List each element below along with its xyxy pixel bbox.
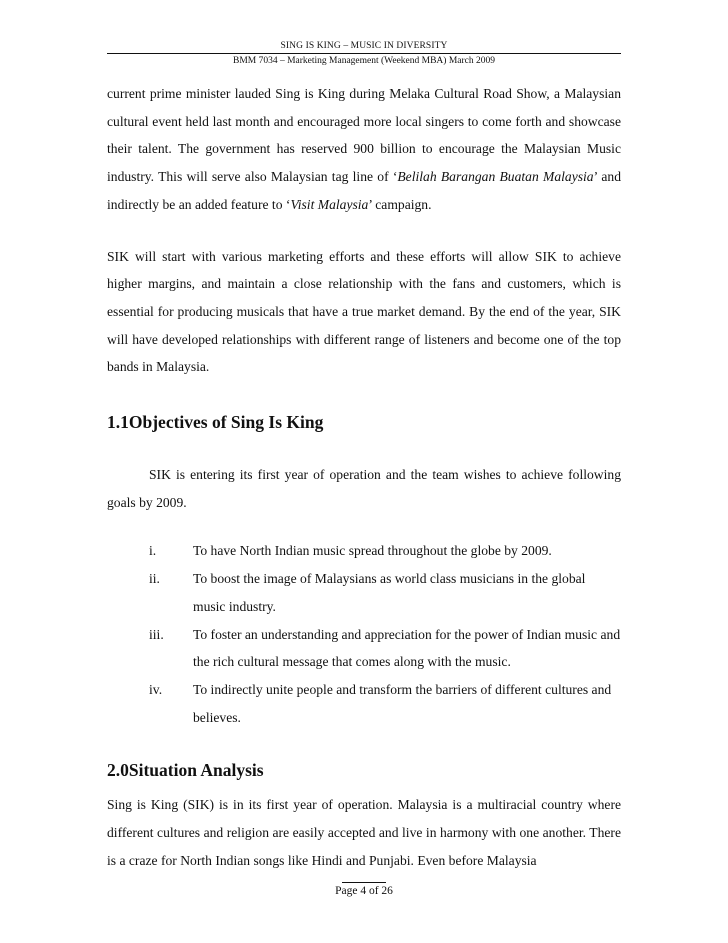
objectives-heading: 1.1Objectives of Sing Is King: [107, 412, 324, 433]
goal-text: To foster an understanding and appreciation for the power of Indian music and the rich cultural message that comes along with the music.: [193, 626, 621, 670]
goal-text: To have North Indian music spread throughout the globe by 2009.: [193, 543, 552, 559]
goal-text: To indirectly unite people and transform the barriers of different cultures and believes.: [193, 681, 612, 725]
footer-divider: [342, 882, 386, 883]
page-footer: [107, 882, 621, 898]
header-divider: [107, 53, 621, 54]
intro-text-part2: ’ and indirectly be an added feature to ‘: [107, 169, 621, 212]
goal-number: iv.: [149, 681, 163, 697]
goal-number: i.: [149, 543, 157, 559]
page-header: [107, 40, 621, 68]
situation-paragraph: Sing is King (SIK) is in its first year of operation. Malaysia is a multiracial country where different cultures and religion are easily accepted and live in harmony with one another. There is a craze for North Indian songs like Hindi and Punjabi. Even before Malaysia: [107, 797, 621, 868]
header-title: SING IS KING – MUSIC IN DIVERSITY: [280, 41, 448, 51]
goals-list: [107, 537, 621, 731]
goal-number: iii.: [149, 626, 164, 642]
goal-number: ii.: [149, 571, 160, 587]
page-number: Page 4 of 26: [335, 885, 393, 897]
intro-text-part1: current prime minister lauded Sing is King during Melaka Cultural Road Show, a Malaysian cultural event held last month and encouraged more local singers to come forth and showcase their talent. The government has reserved 900 billion to encourage the Malaysian Music industry. This will serve also Malaysian tag line of ‘: [107, 86, 621, 185]
header-subtitle: BMM 7034 – Marketing Management (Weekend MBA) March 2009: [232, 56, 495, 66]
situation-heading: 2.0Situation Analysis: [107, 760, 264, 781]
intro-italic-belilah: Belilah Barangan Buatan Malaysia: [397, 169, 594, 185]
goal-item: [107, 621, 621, 676]
intro-text-part3: ’ campaign.: [368, 196, 432, 212]
goal-item: [107, 537, 621, 565]
goal-text: To boost the image of Malaysians as world class musicians in the global music industry.: [193, 571, 586, 614]
marketing-paragraph: SIK will start with various marketing efforts and these efforts will allow SIK to achieve higher margins, and maintain a close relationship with the fans and customers, which is essential for producing musicals that have a true market demand. By the end of the year, SIK will have developed relationships with different range of listeners and become one of the top bands in Malaysia.: [107, 248, 621, 375]
goal-item: [107, 565, 621, 620]
goal-item: [107, 676, 621, 731]
intro-italic-visit-malaysia: Visit Malaysia: [290, 196, 369, 212]
intro-paragraph: [107, 80, 621, 219]
objectives-intro-paragraph: SIK is entering its first year of operation and the team wishes to achieve following goals by 2009.: [107, 467, 621, 510]
page-body: [107, 80, 621, 874]
